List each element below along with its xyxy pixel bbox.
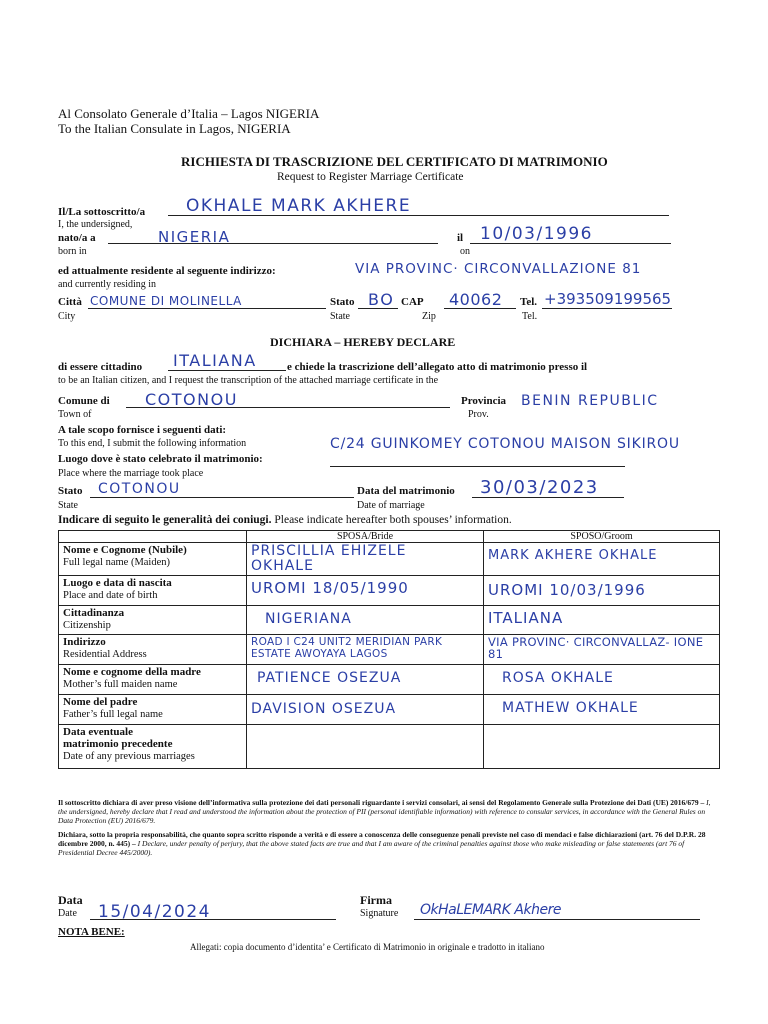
born-label-en: born in (58, 246, 87, 257)
tel-label: Tel. (520, 296, 538, 308)
signature-label-en: Signature (360, 908, 399, 919)
marriage-date-label-en: Date of marriage (357, 500, 425, 511)
city-label: Città (58, 296, 82, 308)
signature-field[interactable]: OkHaLEMARK Akhere (420, 902, 561, 918)
spouses-intro-en: Please indicate hereafter both spouses’ information. (274, 514, 512, 526)
stato-label: Stato (58, 485, 83, 497)
citizen-en: to be an Italian citizen, and I request the transcription of the attached marriage certificate in the (58, 375, 439, 386)
state-label: Stato (330, 296, 355, 308)
citizen-suffix: e chiede la trascrizione dell’allegato atto di matrimonio presso il (287, 361, 588, 373)
spouses-intro-it: Indicare di seguito le generalità dei coniugi. (58, 514, 272, 526)
row-label-en: Date of any previous marriages (63, 751, 195, 762)
comune-underline (126, 407, 450, 408)
bride-birth[interactable] (247, 576, 484, 606)
provincia-label: Provincia (461, 395, 507, 407)
perjury-statement-it: Dichiara, sotto la propria responsabilità, che quanto sopra scritto risponde a verità e di essere a conoscenza delle conseguenze penali previste nel caso di mendaci e false dichiarazioni (art. 76 del D.P.R. 28 dicembre 2000, n. 445) – (58, 830, 706, 848)
marriage-state-field[interactable]: COTONOU (98, 481, 181, 497)
row-label-en: Citizenship (63, 620, 111, 631)
comune-field[interactable]: COTONOU (145, 390, 238, 409)
comune-label-en: Town of (58, 409, 92, 420)
city-label-en: City (58, 311, 76, 322)
birthdate-field[interactable]: 10/03/1996 (480, 224, 593, 244)
marriage-date-underline (472, 497, 624, 498)
name-underline (168, 215, 669, 216)
perjury-statement (58, 830, 718, 857)
bride-citizenship-value: NIGERIANA (265, 611, 352, 627)
birthdate-underline (470, 243, 671, 244)
groom-full-name[interactable] (484, 543, 720, 576)
table-row-father (59, 695, 720, 725)
row-label-birth (59, 576, 247, 606)
groom-birth[interactable] (484, 576, 720, 606)
bride-address[interactable] (247, 635, 484, 665)
bride-address-value: ROAD I C24 UNIT2 MERIDIAN PARK ESTATE AWOYAYA LAGOS (251, 636, 443, 660)
cap-label: CAP (401, 296, 424, 308)
birthplace-field[interactable]: NIGERIA (158, 228, 231, 246)
table-header-row (59, 531, 720, 543)
bride-full-name-value: PRISCILLIA EHIZELE OKHALE (251, 543, 407, 574)
bride-father[interactable] (247, 695, 484, 725)
groom-previous-marriage[interactable] (484, 725, 720, 769)
spouses-intro (58, 514, 512, 526)
table-row-birth (59, 576, 720, 606)
row-label-citizenship (59, 606, 247, 635)
date-label: Data (58, 893, 83, 907)
groom-birth-value: UROMI 10/03/1996 (488, 581, 646, 599)
signing-date-underline (90, 919, 336, 920)
state-field[interactable]: BO (368, 290, 395, 309)
table-row-citizenship (59, 606, 720, 635)
marriage-state-underline (90, 497, 354, 498)
cap-label-en: Zip (422, 311, 436, 322)
bride-mother[interactable] (247, 665, 484, 695)
groom-mother-value: ROSA OKHALE (502, 670, 614, 686)
groom-mother[interactable] (484, 665, 720, 695)
place-label: Luogo dove è stato celebrato il matrimonio: (58, 453, 263, 465)
provincia-label-en: Prov. (468, 409, 489, 420)
row-label-mother (59, 665, 247, 695)
bride-father-value: DAVISION OSEZUA (251, 701, 397, 717)
row-label-it: Data eventuale matrimonio precedente (63, 726, 173, 750)
bride-column-header: SPOSA/Bride (247, 531, 484, 543)
zip-field[interactable]: 40062 (449, 290, 503, 309)
row-label-it: Nome del padre (63, 696, 138, 708)
groom-column-header: SPOSO/Groom (484, 531, 720, 543)
groom-address[interactable] (484, 635, 720, 665)
address-field[interactable]: VIA PROVINC· CIRCONVALLAZIONE 81 (355, 261, 642, 277)
groom-father[interactable] (484, 695, 720, 725)
marriage-place-field[interactable]: C/24 GUINKOMEY COTONOU MAISON SIKIROU (330, 436, 680, 452)
row-label-en: Place and date of birth (63, 590, 158, 601)
signature-label: Firma (360, 893, 392, 907)
bride-mother-value: PATIENCE OSEZUA (257, 670, 402, 686)
city-underline (88, 308, 326, 309)
info-label: A tale scopo fornisce i seguenti dati: (58, 424, 227, 436)
row-label-address (59, 635, 247, 665)
groom-address-value: VIA PROVINC· CIRCONVALLAZ- IONE 81 (488, 635, 704, 661)
row-label-it: Nome e cognome della madre (63, 666, 201, 678)
groom-citizenship-value: ITALIANA (488, 609, 564, 627)
consulate-address-en: To the Italian Consulate in Lagos, NIGERIA (58, 121, 291, 136)
row-label-it: Indirizzo (63, 636, 106, 648)
groom-full-name-value: MARK AKHERE OKHALE (488, 548, 658, 563)
row-label-full-name (59, 543, 247, 576)
signature-underline (414, 919, 700, 920)
form-subtitle: Request to Register Marriage Certificate (277, 171, 464, 183)
perjury-statement-en: I Declare, under penalty of perjury, that the above stated facts are true and that I am aware of the criminal penalties against those who make misleading or false statements (art 76 of Presidential Decree 445/2000). (58, 839, 685, 857)
phone-field[interactable]: +393509199565 (544, 290, 672, 308)
tel-label-en: Tel. (522, 311, 538, 322)
groom-citizenship[interactable] (484, 606, 720, 635)
nota-bene: NOTA BENE: (58, 926, 125, 938)
row-label-en: Full legal name (Maiden) (63, 557, 171, 568)
row-label-en: Residential Address (63, 649, 147, 660)
groom-father-value: MATHEW OKHALE (502, 700, 639, 716)
place-label-en: Place where the marriage took place (58, 468, 204, 479)
declare-heading: DICHIARA – HEREBY DECLARE (270, 335, 456, 349)
birthplace-underline (108, 243, 438, 244)
address-label-en: and currently residing in (58, 279, 157, 290)
name-label: Il/La sottoscritto/a (58, 206, 146, 218)
born-label: nato/a a (58, 232, 96, 244)
attachments-note: Allegati: copia documento d’identita’ e Certificato di Matrimonio in originale e tradotto in italiano (190, 942, 545, 952)
consulate-address-it: Al Consolato Generale d’Italia – Lagos NIGERIA (58, 106, 320, 121)
signing-date-field[interactable]: 15/04/2024 (98, 902, 211, 922)
phone-underline (542, 308, 672, 309)
state-label-en: State (330, 311, 350, 322)
table-row-mother (59, 665, 720, 695)
row-label-en: Father’s full legal name (63, 709, 163, 720)
table-row-address (59, 635, 720, 665)
row-label-previous-marriage (59, 725, 247, 769)
spouses-table (58, 530, 720, 769)
stato-label-en: State (58, 500, 78, 511)
city-field[interactable]: COMUNE DI MOLINELLA (90, 294, 242, 308)
info-label-en: To this end, I submit the following information (58, 438, 247, 449)
address-label: ed attualmente residente al seguente indirizzo: (58, 265, 276, 277)
comune-label: Comune di (58, 395, 110, 407)
row-label-it: Nome e Cognome (Nubile) (63, 544, 187, 556)
birthdate-label-en: on (460, 246, 470, 257)
date-label-en: Date (58, 908, 77, 919)
bride-birth-value: UROMI 18/05/1990 (251, 579, 409, 597)
marriage-date-field[interactable]: 30/03/2023 (480, 477, 599, 498)
citizenship-field[interactable]: ITALIANA (173, 351, 257, 370)
row-label-en: Mother’s full maiden name (63, 679, 178, 690)
privacy-statement-en: I, the undersigned, hereby declare that I read and understood the information about the protection of PII (personal identifiable information) with reference to consular services, in accordance with the General Rules on Data Protection (EU) 2016/679. (58, 798, 711, 825)
form-title: RICHIESTA DI TRASCRIZIONE DEL CERTIFICATO DI MATRIMONIO (181, 154, 608, 169)
state-underline (358, 308, 398, 309)
row-label-it: Cittadinanza (63, 607, 125, 619)
birthdate-label: il (457, 232, 464, 244)
marriage-date-label: Data del matrimonio (357, 485, 455, 497)
privacy-statement-it: Il sottoscritto dichiara di aver preso visione dell’informativa sulla protezione dei dati personali riguardante i servizi consolari, ai sensi del Regolamento Generale sulla Protezione dei Dati (UE) 2016/679 – (58, 798, 705, 807)
row-label-it: Luogo e data di nascita (63, 577, 172, 589)
citizenship-underline (168, 370, 286, 371)
name-field[interactable]: OKHALE MARK AKHERE (186, 196, 412, 216)
citizen-prefix: di essere cittadino (58, 361, 143, 373)
marriage-place-underline (330, 466, 625, 467)
table-row-previous-marriage (59, 725, 720, 769)
header-empty-cell (59, 531, 247, 543)
bride-full-name[interactable] (247, 543, 484, 576)
provincia-field[interactable]: BENIN REPUBLIC (521, 393, 659, 409)
row-label-father (59, 695, 247, 725)
name-label-en: I, the undersigned, (58, 219, 133, 230)
bride-previous-marriage[interactable] (247, 725, 484, 769)
table-row-full-name (59, 543, 720, 576)
zip-underline (444, 308, 516, 309)
bride-citizenship[interactable] (247, 606, 484, 635)
privacy-statement (58, 798, 718, 825)
